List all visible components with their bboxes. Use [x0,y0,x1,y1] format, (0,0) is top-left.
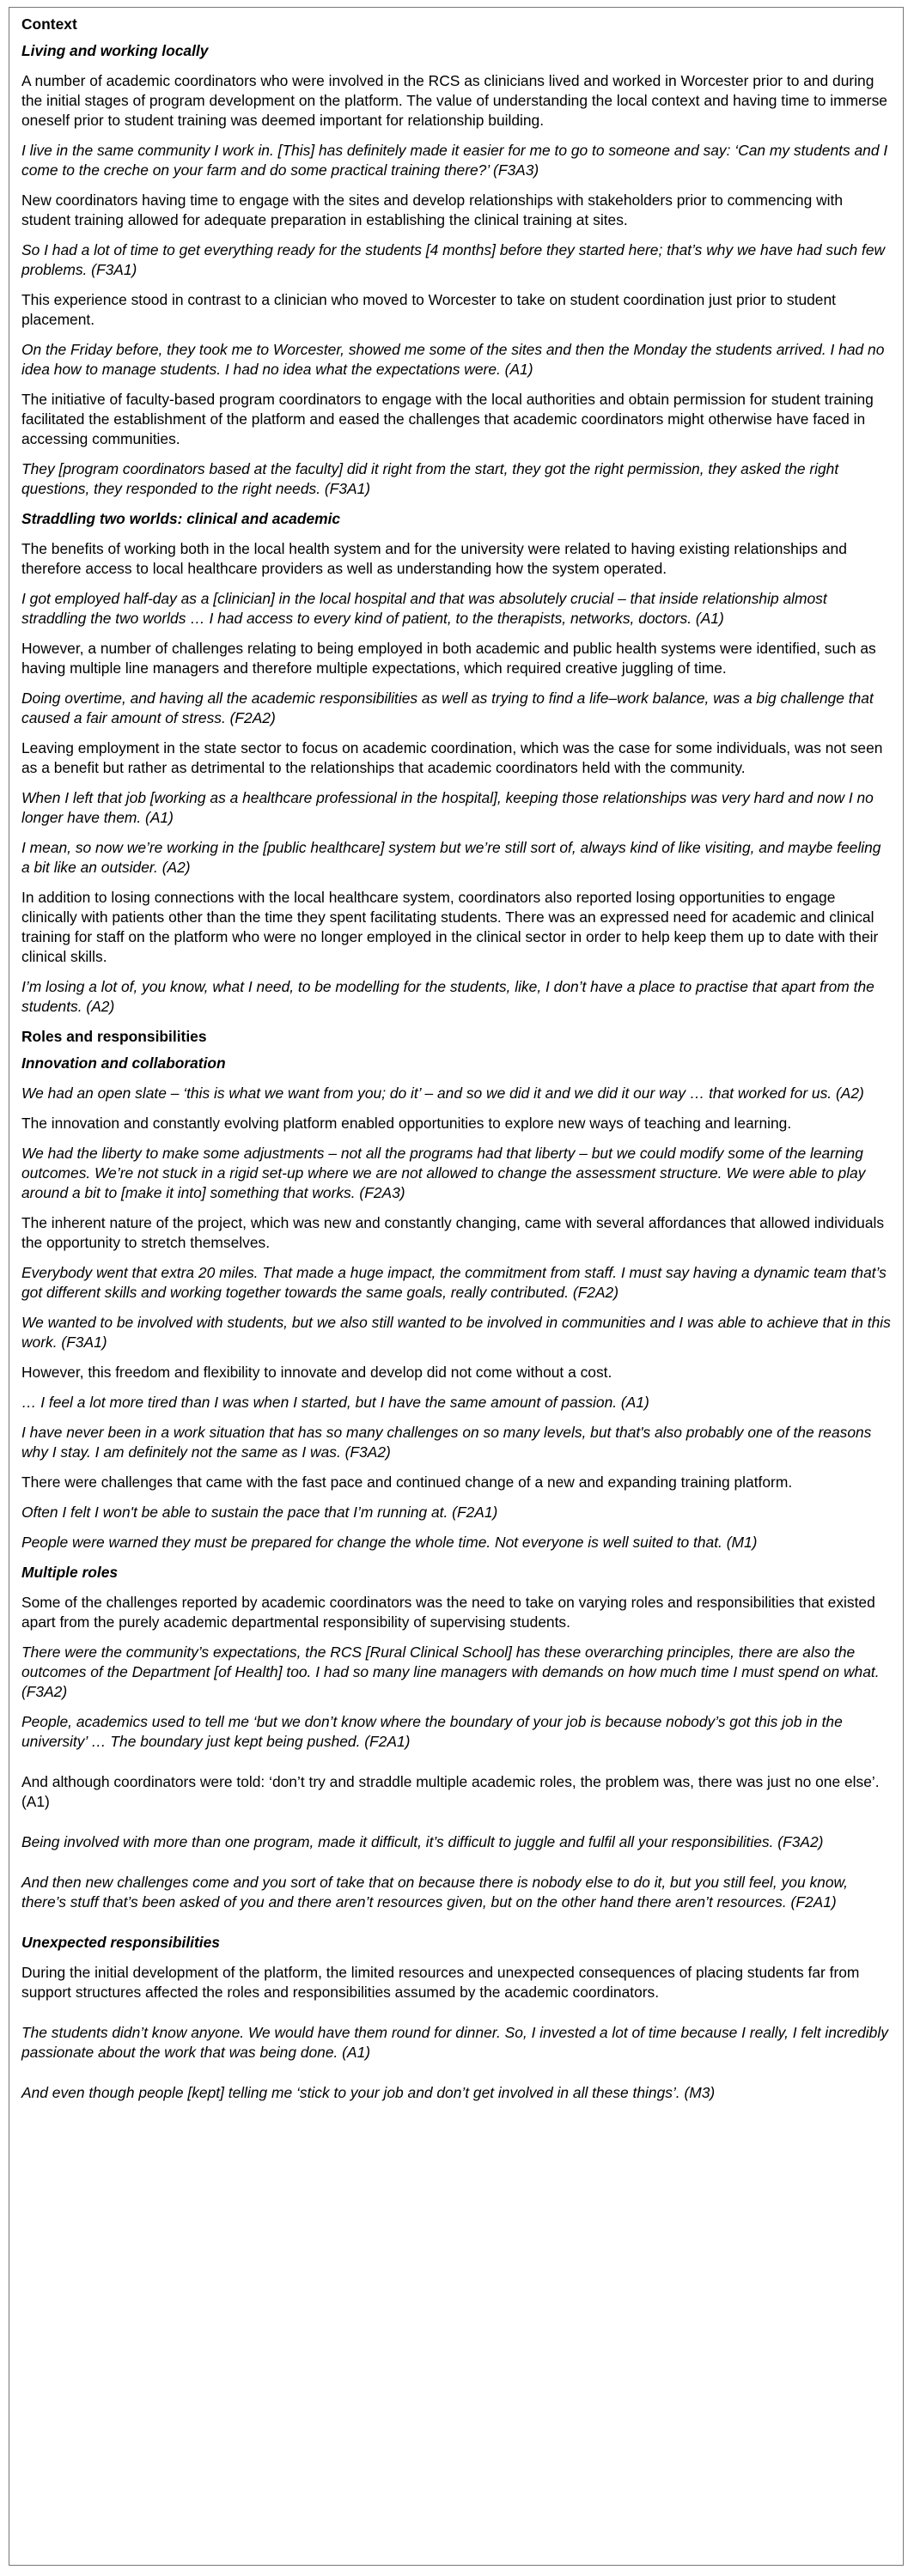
body-paragraph: In addition to losing connections with the local healthcare system, coordinators also reported losing opportunities to engage clinically with patients other than the time they spent facilitating students. There was an expressed need for academic and clinical training for staff on the platform who were no longer employed in the clinical sector in order to help keep them up to date with their clinical skills. [21,889,879,965]
body-paragraph: The benefits of working both in the local health system and for the university were related to having existing relationships and therefore access to local healthcare providers as well as understanding how the system operated. [21,540,847,577]
interview-quote: And then new challenges come and you sort of take that on because there is nobody else to do it, but you still feel, you know, there’s stuff that’s been asked of you and there aren’t resources given, but on the other hand there aren’t resources. (F2A1) [21,1874,848,1911]
interview-quote: People were warned they must be prepared for change the whole time. Not everyone is well suited to that. (M1) [21,1534,758,1551]
document-body [21,15,891,2103]
body-paragraph: A number of academic coordinators who were involved in the RCS as clinicians lived and worked in Worcester prior to and during the initial stages of program development on the platform. The value of understanding the local context and having time to immerse oneself prior to student training was deemed important for relationship building. [21,72,887,129]
interview-quote: There were the community’s expectations, the RCS [Rural Clinical School] has these overarching principles, there are also the outcomes of the Department [of Health] too. I had so many line managers with demands on how much time I must spend on what. (F3A2) [21,1643,880,1700]
body-paragraph: However, this freedom and flexibility to innovate and develop did not come without a cost. [21,1364,612,1381]
interview-quote: I have never been in a work situation that has so many challenges on so many levels, but that's also probably one of the reasons why I stay. I am definitely not the same as I was. (F3A2) [21,1424,872,1461]
body-paragraph: New coordinators having time to engage with the sites and develop relationships with stakeholders prior to commencing with student training allowed for adequate preparation in establishing the clinical training at sites. [21,191,844,228]
body-paragraph: During the initial development of the platform, the limited resources and unexpected consequences of placing students far from support structures affected the roles and responsibilities assumed by the academic coordinators. [21,1964,860,2001]
interview-quote: I’m losing a lot of, you know, what I need, to be modelling for the students, like, I don’t have a place to practise that apart from the students. (A2) [21,978,874,1015]
body-paragraph: Some of the challenges reported by academic coordinators was the need to take on varying roles and responsibilities that existed apart from the purely academic departmental responsibility of supervising students. [21,1594,875,1631]
section-heading: Roles and responsibilities [21,1028,207,1045]
subsection-heading: Innovation and collaboration [21,1054,226,1072]
interview-quote: We had the liberty to make some adjustments – not all the programs had that liberty – but we could modify some of the learning outcomes. We’re not stuck in a rigid set-up where we are not allowed to change the assessment structure. We were able to play around a bit to [make it into] something that works. (F2A3) [21,1145,866,1201]
interview-quote: We had an open slate – ‘this is what we want from you; do it’ – and so we did it and we did it our way … that worked for us. (A2) [21,1084,864,1102]
interview-quote: People, academics used to tell me ‘but we don’t know where the boundary of your job is because nobody’s got this job in the university’ … The boundary just kept being pushed. (F2A1) [21,1713,843,1750]
interview-quote: And even though people [kept] telling me ‘stick to your job and don’t get involved in all these things’. (M3) [21,2084,716,2101]
interview-quote: On the Friday before, they took me to Worcester, showed me some of the sites and then the Monday the students arrived. I had no idea how to manage students. I had no idea what the expectations were. (A1) [21,341,885,378]
interview-quote: They [program coordinators based at the faculty] did it right from the start, they got the right permission, they asked the right questions, they responded to the right needs. (F3A1) [21,460,839,497]
interview-quote: Doing overtime, and having all the academic responsibilities as well as trying to find a life–work balance, was a big challenge that caused a fair amount of stress. (F2A2) [21,690,874,726]
body-paragraph: The innovation and constantly evolving platform enabled opportunities to explore new ways of teaching and learning. [21,1115,792,1132]
interview-quote: We wanted to be involved with students, but we also still wanted to be involved in communities and I was able to achieve that in this work. (F3A1) [21,1314,891,1351]
interview-quote: Often I felt I won't be able to sustain the pace that I’m running at. (F2A1) [21,1504,498,1521]
body-paragraph: This experience stood in contrast to a clinician who moved to Worcester to take on student coordination just prior to student placement. [21,291,836,328]
interview-quote: Being involved with more than one program, made it difficult, it’s difficult to juggle and fulfil all your responsibilities. (F3A2) [21,1833,824,1850]
interview-quote: So I had a lot of time to get everything ready for the students [4 months] before they started here; that’s why we have had such few problems. (F3A1) [21,241,886,278]
section-heading: Context [21,15,77,33]
body-paragraph: The inherent nature of the project, which was new and constantly changing, came with several affordances that allowed individuals the opportunity to stretch themselves. [21,1214,885,1251]
body-paragraph: The initiative of faculty-based program coordinators to engage with the local authorities and obtain permission for student training facilitated the establishment of the platform and eased the challenges that academic coordinators might otherwise have faced in accessing communities. [21,391,874,447]
interview-quote: When I left that job [working as a healthcare professional in the hospital], keeping those relationships was very hard and now I no longer have them. (A1) [21,789,874,826]
subsection-heading: Straddling two worlds: clinical and academic [21,510,341,527]
interview-quote: Everybody went that extra 20 miles. That made a huge impact, the commitment from staff. I must say having a dynamic team that’s got different skills and working together towards the same goals, really contributed. (F2A2) [21,1264,887,1301]
subsection-heading: Multiple roles [21,1564,119,1581]
body-paragraph: And although coordinators were told: ‘don’t try and straddle multiple academic roles, the problem was, there was just no one else’. (A1) [21,1773,880,1810]
interview-quote: I live in the same community I work in. [This] has definitely made it easier for me to go to someone and say: ‘Can my students and I come to the creche on your farm and do some practical training there?’ (F3A3) [21,142,888,179]
body-paragraph: However, a number of challenges relating to being employed in both academic and public health systems were identified, such as having multiple line managers and therefore multiple expectations, which required creative juggling of time. [21,640,876,677]
body-paragraph: There were challenges that came with the fast pace and continued change of a new and expanding training platform. [21,1473,793,1491]
interview-quote: … I feel a lot more tired than I was when I started, but I have the same amount of passion. (A1) [21,1394,649,1411]
interview-quote: The students didn’t know anyone. We would have them round for dinner. So, I invested a lot of time because I really, I felt incredibly passionate about the work that was being done. (A1) [21,2024,888,2061]
document-frame [9,7,904,2566]
interview-quote: I mean, so now we’re working in the [public healthcare] system but we’re still sort of, always kind of like visiting, and maybe feeling a bit like an outsider. (A2) [21,839,881,876]
body-paragraph: Leaving employment in the state sector to focus on academic coordination, which was the case for some individuals, was not seen as a benefit but rather as detrimental to the relationships that academic coordinators held with the community. [21,739,883,776]
interview-quote: I got employed half-day as a [clinician] in the local hospital and that was absolutely crucial – that inside relationship almost straddling the two worlds … I had access to every kind of patient, to the therapists, networks, doctors. (A1) [21,590,827,627]
subsection-heading: Living and working locally [21,42,209,59]
subsection-heading: Unexpected responsibilities [21,1934,220,1951]
